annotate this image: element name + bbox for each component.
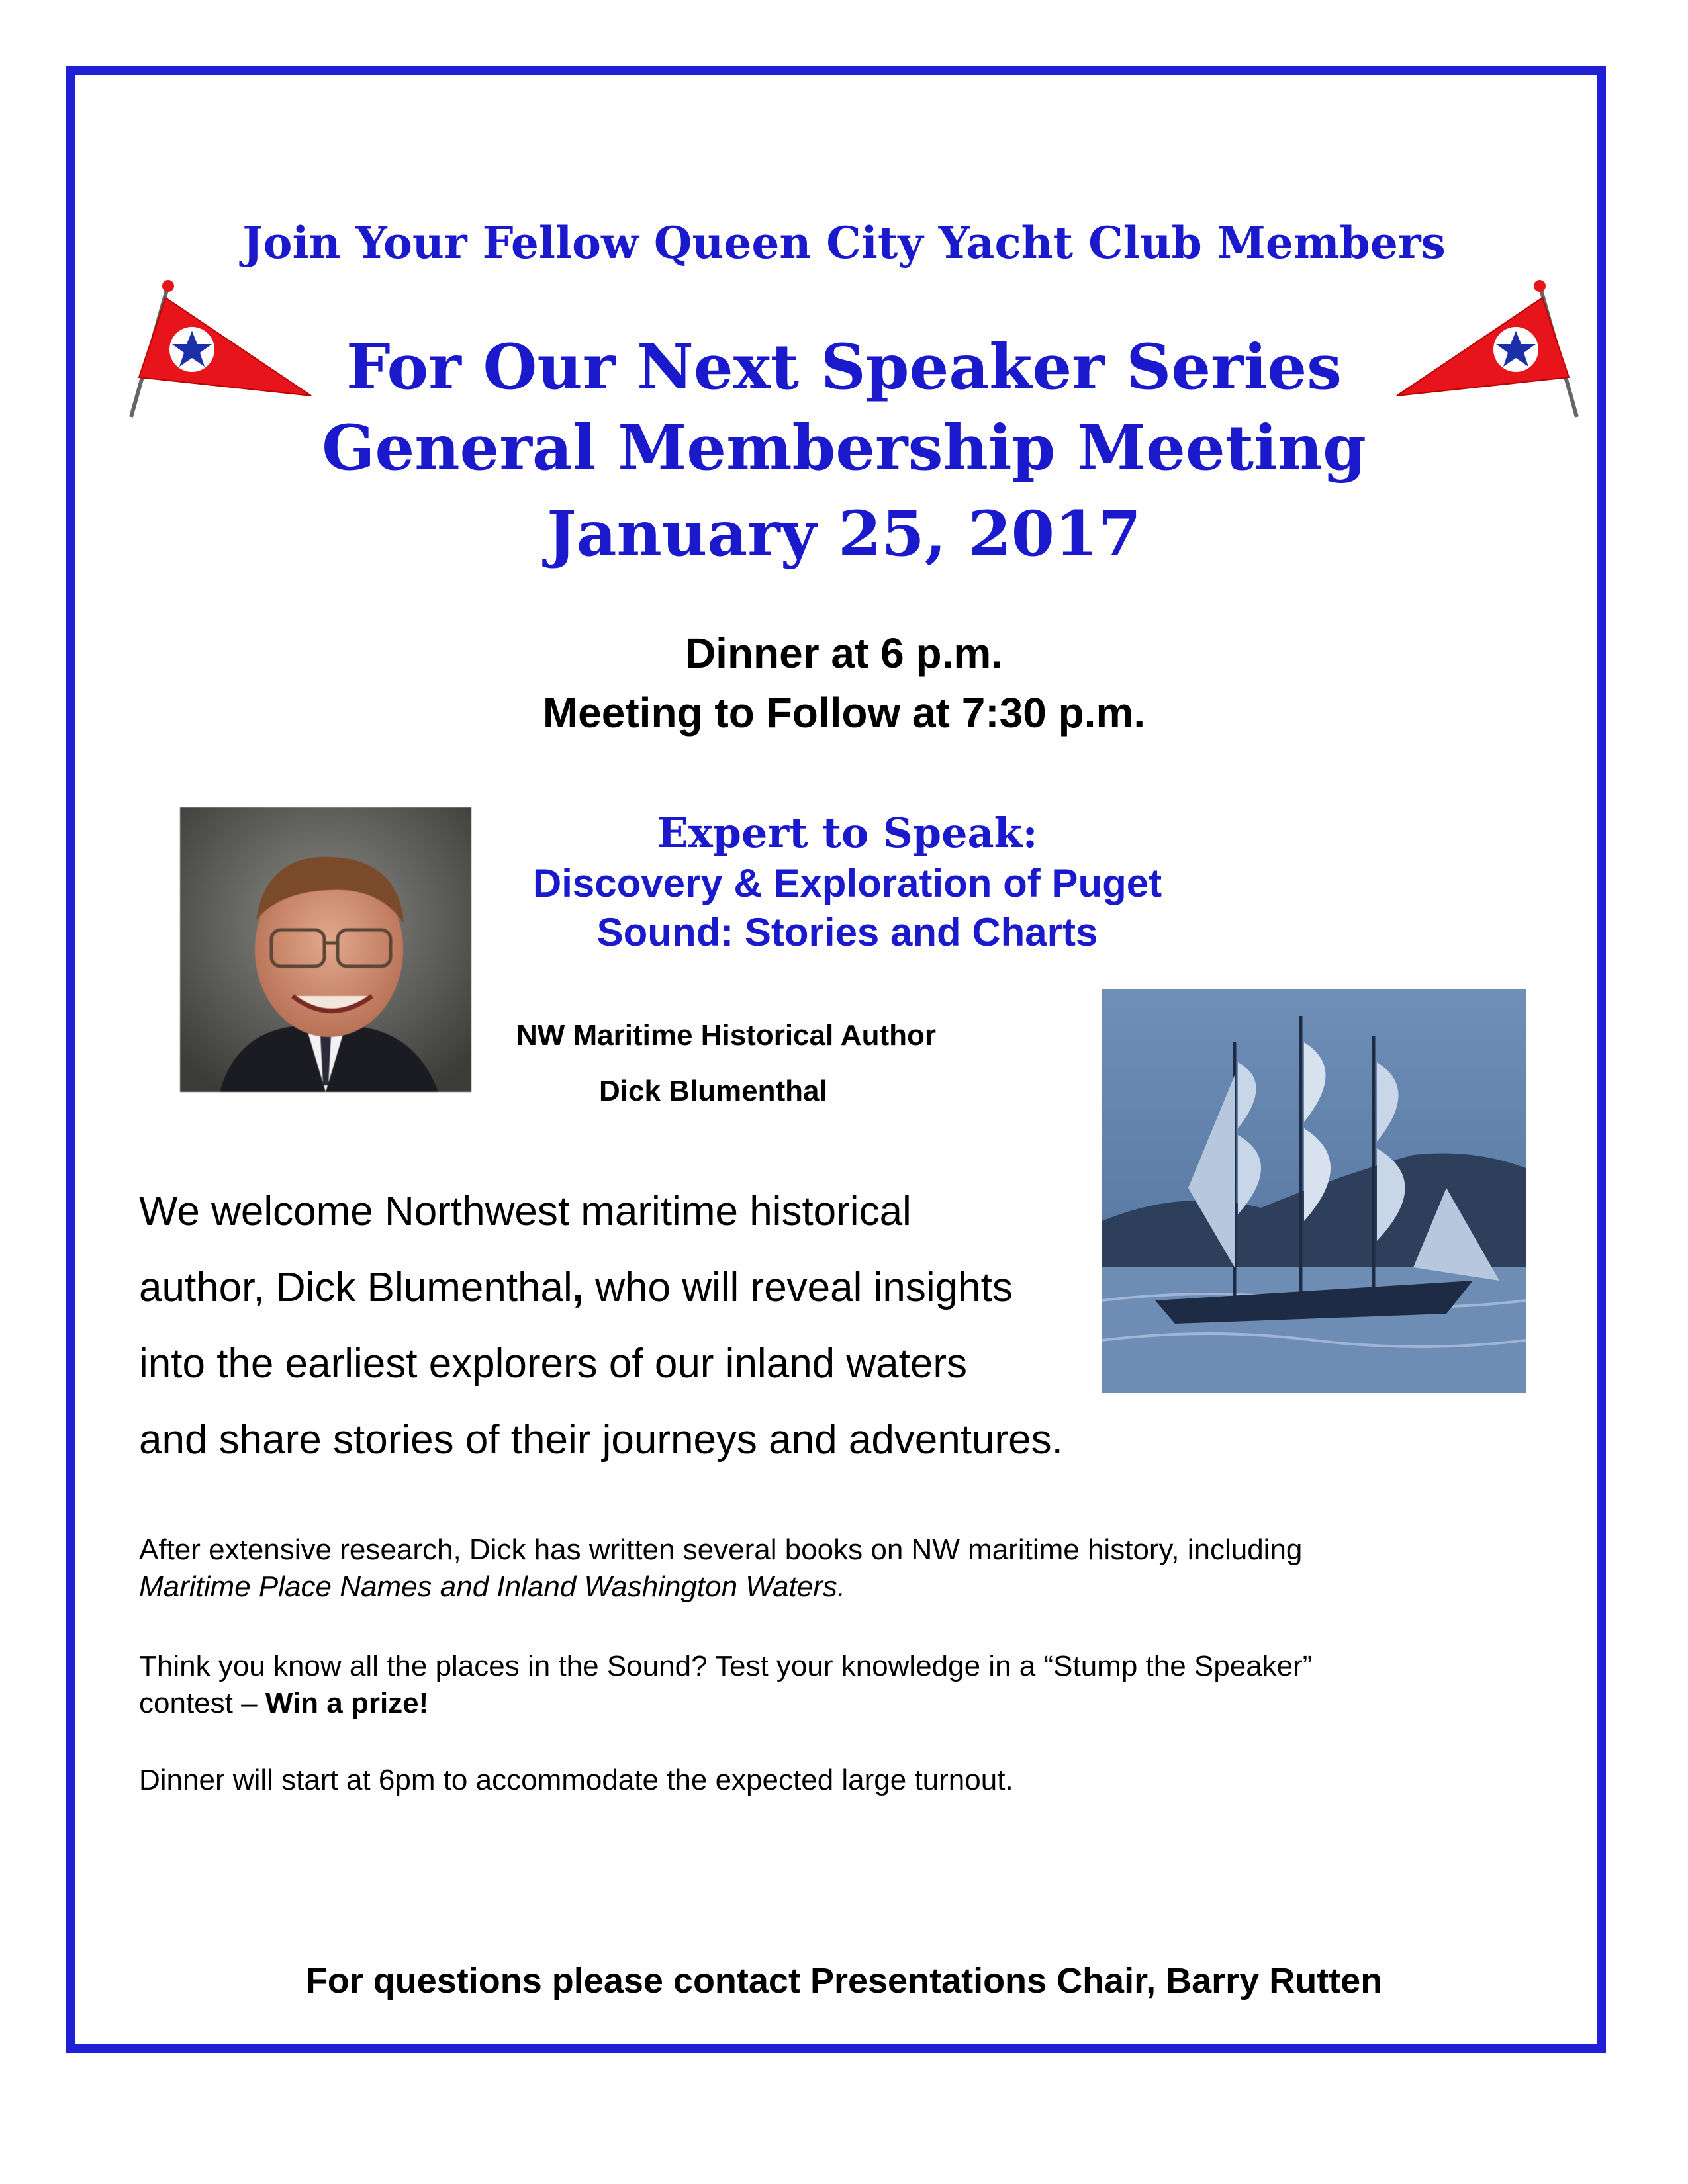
intro-line-2: author, Dick Blumenthal, who will reveal insights xyxy=(139,1265,1013,1310)
intro-line-3: into the earliest explorers of our inland waters xyxy=(139,1341,967,1387)
event-date-heading: January 25, 2017 xyxy=(547,498,1141,570)
sailing-ship-image xyxy=(1102,989,1526,1393)
talk-topic-line-2: Sound: Stories and Charts xyxy=(596,910,1098,954)
books-paragraph: After extensive research, Dick has written several books on NW maritime history, including Maritime Place Names and Inland Washington Waters. xyxy=(139,1533,1303,1603)
join-heading: Join Your Fellow Queen City Yacht Club Members xyxy=(242,217,1446,269)
expert-heading: Expert to Speak: xyxy=(657,809,1038,857)
prize-callout: Win a prize! xyxy=(265,1687,429,1719)
membership-meeting-heading: General Membership Meeting xyxy=(322,412,1366,484)
speaker-photo xyxy=(180,807,471,1092)
meeting-time: Meeting to Follow at 7:30 p.m. xyxy=(542,689,1146,737)
book-titles: Maritime Place Names and Inland Washington Waters. xyxy=(139,1570,846,1603)
dinner-note: Dinner will start at 6pm to accommodate the expected large turnout. xyxy=(139,1764,1013,1796)
speaker-name: Dick Blumenthal xyxy=(599,1075,827,1107)
intro-line-4: and share stories of their journeys and adventures. xyxy=(139,1417,1063,1463)
contest-paragraph: Think you know all the places in the Sound? Test your knowledge in a “Stump the Speaker” contest – Win a prize! xyxy=(139,1650,1313,1719)
intro-line-1: We welcome Northwest maritime historical xyxy=(139,1189,912,1234)
speaker-role: NW Maritime Historical Author xyxy=(516,1019,936,1052)
dinner-time: Dinner at 6 p.m. xyxy=(684,629,1004,677)
talk-topic-line-1: Discovery & Exploration of Puget xyxy=(532,861,1162,905)
speaker-series-heading: For Our Next Speaker Series xyxy=(346,331,1342,404)
contact-line: For questions please contact Presentations Chair, Barry Rutten xyxy=(305,1961,1383,2001)
